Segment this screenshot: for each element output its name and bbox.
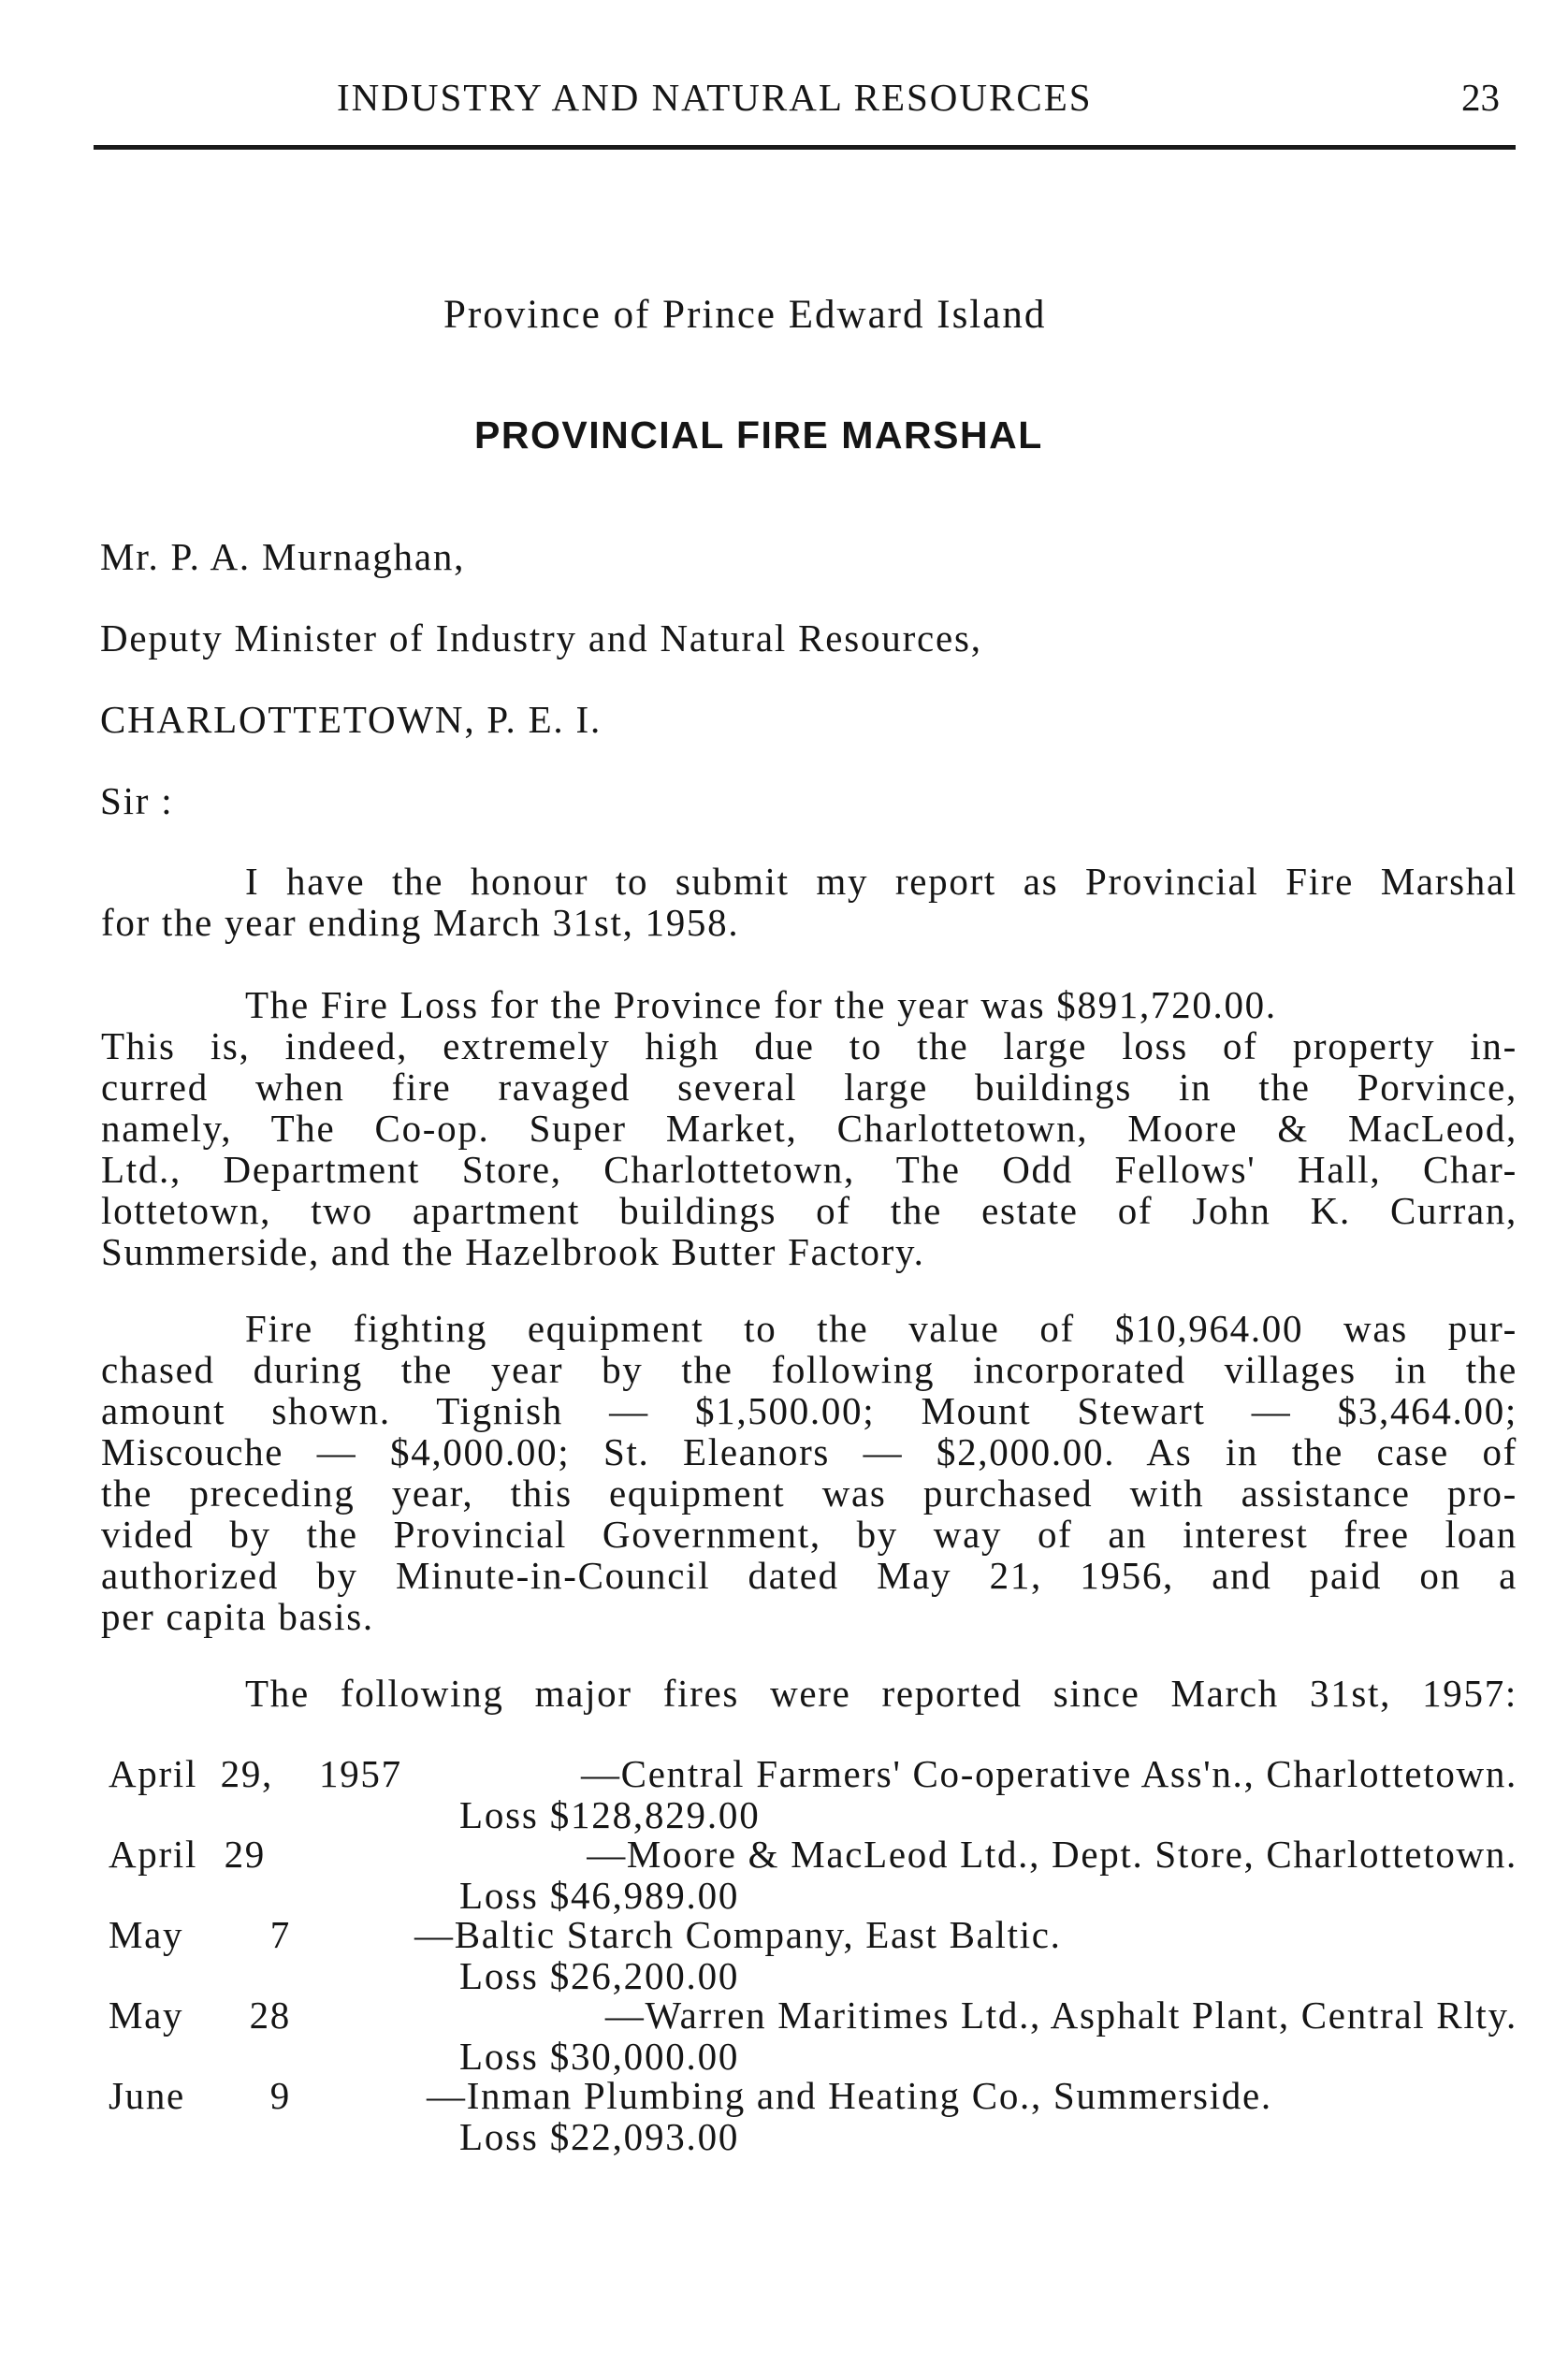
fire-day: 28 (249, 1994, 291, 2037)
addressee-name: Mr. P. A. Murnaghan, (100, 535, 466, 578)
paragraph-line: This is, indeed, extremely high due to the large loss of property in- (101, 1024, 1517, 1067)
paragraph-line: for the year ending March 31st, 1958. (101, 901, 740, 944)
paragraph-line: authorized by Minute-in-Council dated May 21, 1956, and paid on a (101, 1554, 1517, 1597)
fire-month: April (109, 1752, 198, 1795)
paragraph-line: The following major fires were reported since March 31st, 1957: (245, 1672, 1517, 1715)
fire-month: May (109, 1994, 184, 2037)
paragraph-line: The Fire Loss for the Province for the year was $891,720.00. (245, 983, 1277, 1026)
fire-loss: Loss $128,829.00 (459, 1793, 761, 1836)
fire-month: April (109, 1833, 198, 1876)
addressee-position: Deputy Minister of Industry and Natural Resources, (100, 616, 982, 660)
fire-year: 1957 (319, 1752, 402, 1795)
addressee-city: CHARLOTTETOWN, P. E. I. (100, 698, 603, 741)
paragraph-line: I have the honour to submit my report as Provincial Fire Marshal (245, 860, 1517, 903)
paragraph-line: Fire fighting equipment to the value of $10,964.00 was pur- (245, 1307, 1517, 1350)
fire-day: 29 (224, 1833, 266, 1876)
fire-day: 7 (269, 1913, 291, 1956)
paragraph-line: per capita basis. (101, 1595, 374, 1638)
fire-month: June (109, 2074, 185, 2117)
fire-day: 29, (220, 1752, 273, 1795)
paragraph-line: amount shown. Tignish — $1,500.00; Mount Stewart — $3,464.00; (101, 1389, 1517, 1432)
fire-month: May (109, 1913, 184, 1956)
section-title: PROVINCIAL FIRE MARSHAL (474, 413, 1043, 457)
header-rule (94, 145, 1516, 150)
paragraph-line: the preceding year, this equipment was purchased with assistance pro- (101, 1472, 1517, 1515)
fire-description: —Inman Plumbing and Heating Co., Summerside. (427, 2074, 1272, 2117)
fire-description: —Warren Maritimes Ltd., Asphalt Plant, Central Rlty. (604, 1994, 1517, 2037)
paragraph-line: namely, The Co-op. Super Market, Charlottetown, Moore & MacLeod, (101, 1107, 1517, 1150)
salutation: Sir : (100, 779, 174, 822)
fire-description: —Central Farmers' Co-operative Ass'n., Charlottetown. (580, 1752, 1517, 1795)
paragraph-line: Miscouche — $4,000.00; St. Eleanors — $2,000.00. As in the case of (101, 1430, 1517, 1473)
page-number: 23 (1461, 76, 1500, 119)
running-header-title: INDUSTRY AND NATURAL RESOURCES (337, 76, 1093, 119)
paragraph-line: curred when fire ravaged several large buildings in the Porvince, (101, 1066, 1517, 1109)
paragraph-line: Ltd., Department Store, Charlottetown, The Odd Fellows' Hall, Char- (101, 1148, 1517, 1191)
paragraph-line: chased during the year by the following incorporated villages in the (101, 1348, 1517, 1391)
fire-loss: Loss $26,200.00 (459, 1954, 740, 1997)
fire-loss: Loss $22,093.00 (459, 2115, 740, 2158)
fire-loss: Loss $46,989.00 (459, 1874, 740, 1917)
fire-loss: Loss $30,000.00 (459, 2035, 740, 2078)
province-heading: Province of Prince Edward Island (443, 293, 1047, 337)
fire-description: —Baltic Starch Company, East Baltic. (414, 1913, 1062, 1956)
paragraph-line: lottetown, two apartment buildings of the estate of John K. Curran, (101, 1189, 1517, 1232)
paragraph-line: vided by the Provincial Government, by way of an interest free loan (101, 1513, 1517, 1556)
paragraph-line: Summerside, and the Hazelbrook Butter Factory. (101, 1230, 925, 1273)
fire-day: 9 (269, 2074, 291, 2117)
fire-description: —Moore & MacLeod Ltd., Dept. Store, Charlottetown. (587, 1833, 1517, 1876)
